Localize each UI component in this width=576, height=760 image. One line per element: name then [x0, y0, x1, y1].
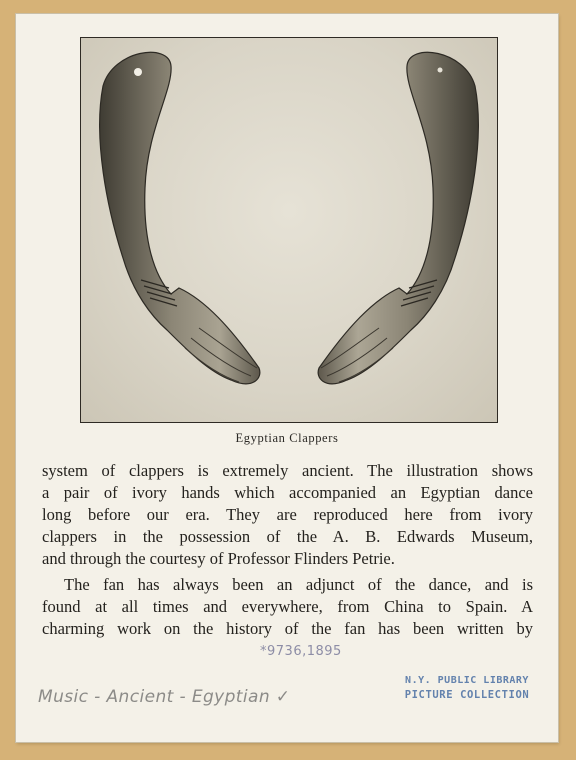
text-line: and through the courtesy of Professor Flinders Petrie.	[42, 549, 395, 568]
left-clapper	[100, 52, 260, 383]
stamp-line-1: N.Y. PUBLIC LIBRARY	[405, 675, 529, 686]
figure-caption: Egyptian Clappers	[235, 431, 339, 445]
text-line: clappers in the possession of the A. B. Edwards Museum,	[42, 527, 533, 546]
text-line: charming work on the history of the fan has been written by	[42, 619, 533, 638]
text-line: found at all times and everywhere, from China to Spain. A	[42, 597, 533, 616]
text-line: a pair of ivory hands which accompanied an Egyptian dance	[42, 483, 533, 502]
body-paragraph-2	[42, 574, 533, 640]
library-stamp	[394, 675, 540, 701]
text-line: long before our era. They are reproduced here from ivory	[42, 505, 533, 524]
text-line: system of clappers is extremely ancient. The illustration shows	[42, 461, 533, 480]
ivory-clappers-illustration	[81, 38, 497, 422]
text-line: The fan has always been an adjunct of the dance, and is	[64, 575, 533, 594]
body-paragraph-1	[42, 460, 533, 570]
document-card	[16, 14, 558, 742]
stamp-line-2: PICTURE COLLECTION	[404, 689, 530, 701]
right-clapper	[318, 52, 478, 383]
subject-heading-handwritten: Music - Ancient - Egyptian ✓	[38, 687, 291, 707]
photo-plate	[80, 37, 498, 423]
accession-number: *9736,1895	[260, 644, 342, 659]
